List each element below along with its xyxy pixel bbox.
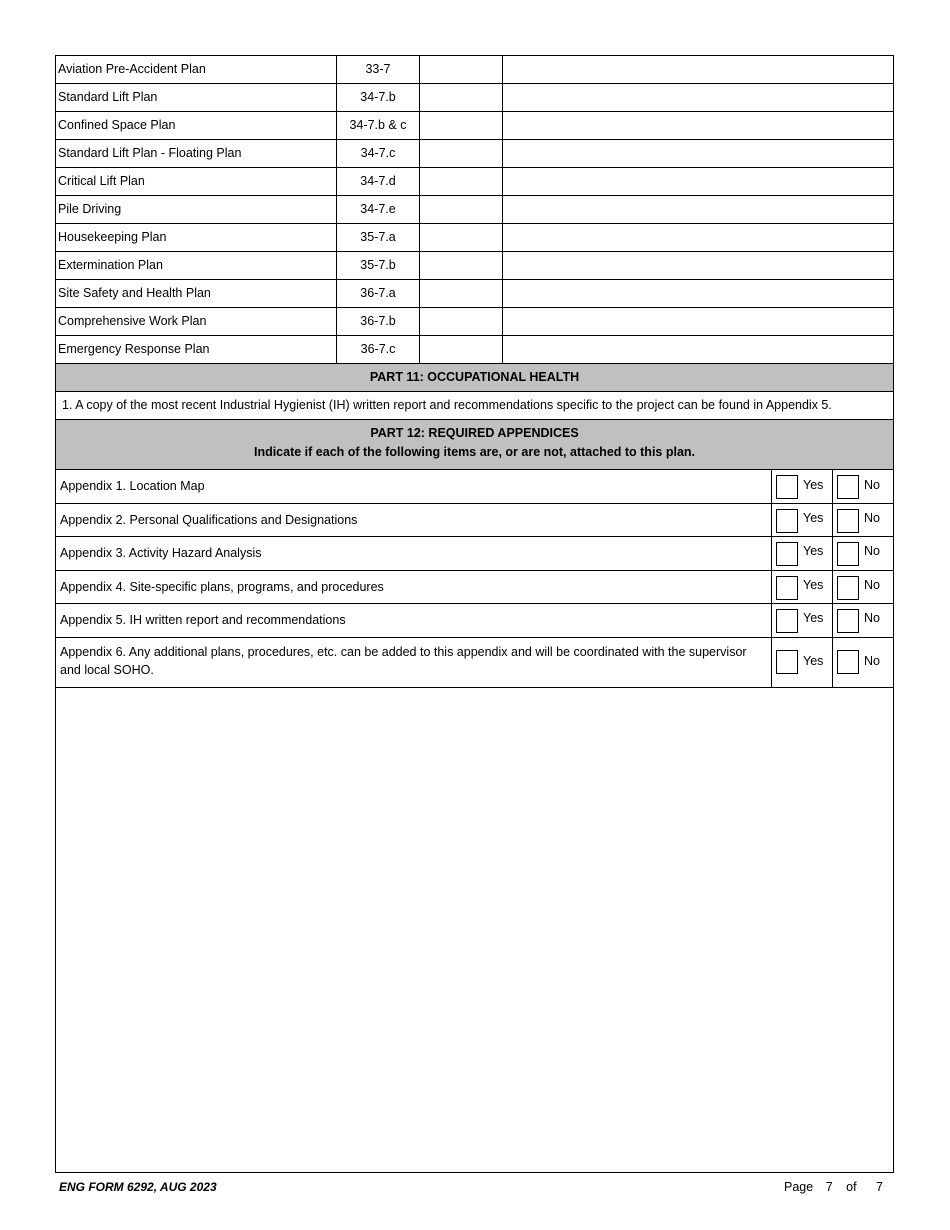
plan-reference: 34-7.b & c — [349, 118, 407, 132]
yes-label: Yes — [803, 611, 824, 625]
blank-area — [56, 688, 893, 1172]
appendix-row-6 — [56, 638, 893, 688]
no-checkbox[interactable] — [837, 576, 859, 600]
part11-title: PART 11: OCCUPATIONAL HEALTH — [369, 370, 580, 384]
form-identifier: ENG FORM 6292, AUG 2023 — [59, 1180, 217, 1194]
plan-reference: 36-7.b — [360, 314, 396, 328]
yes-label: Yes — [803, 544, 824, 558]
column-divider — [771, 571, 772, 603]
plan-name: Standard Lift Plan - Floating Plan — [58, 146, 242, 160]
no-label: No — [864, 544, 880, 558]
form-frame — [55, 55, 894, 1173]
appendix-row-3 — [56, 537, 893, 571]
column-divider — [771, 638, 772, 687]
part11-header — [56, 364, 893, 392]
appendix-row-5 — [56, 604, 893, 638]
appendix-row-4 — [56, 571, 893, 604]
no-label: No — [864, 511, 880, 525]
no-label: No — [864, 611, 880, 625]
yes-checkbox[interactable] — [776, 542, 798, 566]
no-checkbox[interactable] — [837, 650, 859, 674]
column-divider — [336, 56, 337, 364]
column-divider — [502, 56, 503, 364]
column-divider — [832, 537, 833, 570]
plan-name: Extermination Plan — [58, 258, 163, 272]
table-row — [56, 196, 893, 224]
table-row — [56, 56, 893, 84]
plan-reference: 36-7.c — [360, 342, 396, 356]
part11-row — [56, 392, 893, 420]
page-number: 7 — [825, 1180, 833, 1194]
plan-reference: 35-7.b — [360, 258, 396, 272]
yes-checkbox[interactable] — [776, 475, 798, 499]
appendix-label: Appendix 3. Activity Hazard Analysis — [60, 546, 262, 560]
table-row — [56, 252, 893, 280]
column-divider — [832, 470, 833, 503]
no-checkbox[interactable] — [837, 509, 859, 533]
page-total: 7 — [876, 1180, 883, 1194]
table-row — [56, 336, 893, 364]
column-divider — [771, 470, 772, 503]
table-row — [56, 84, 893, 112]
no-label: No — [864, 578, 880, 592]
appendix-label: Appendix 6. Any additional plans, procedures, etc. can be added to this appendix and will be coordinated with the supervisor and local SOHO. — [60, 645, 747, 677]
table-row — [56, 168, 893, 196]
plan-reference: 34-7.c — [360, 146, 396, 160]
yes-checkbox[interactable] — [776, 509, 798, 533]
no-checkbox[interactable] — [837, 609, 859, 633]
plan-name: Emergency Response Plan — [58, 342, 210, 356]
plan-reference: 35-7.a — [360, 230, 396, 244]
column-divider — [832, 504, 833, 536]
plan-name: Comprehensive Work Plan — [58, 314, 207, 328]
column-divider — [771, 537, 772, 570]
page-word: Page — [784, 1180, 814, 1194]
appendix-label: Appendix 2. Personal Qualifications and Designations — [60, 513, 358, 527]
plan-name: Site Safety and Health Plan — [58, 286, 211, 300]
appendix-row-2 — [56, 504, 893, 537]
plan-reference: 34-7.e — [360, 202, 396, 216]
of-word: of — [846, 1180, 857, 1194]
part12-subtitle: Indicate if each of the following items are, or are not, attached to this plan. — [253, 445, 696, 459]
no-checkbox[interactable] — [837, 475, 859, 499]
column-divider — [832, 571, 833, 603]
appendix-row-1 — [56, 470, 893, 504]
yes-label: Yes — [803, 478, 824, 492]
table-row — [56, 140, 893, 168]
plan-reference: 34-7.d — [360, 174, 396, 188]
no-label: No — [864, 478, 880, 492]
plan-reference: 33-7 — [365, 62, 391, 76]
plan-name: Confined Space Plan — [58, 118, 176, 132]
column-divider — [419, 56, 420, 364]
part11-text: 1. A copy of the most recent Industrial Hygienist (IH) written report and recommendations specific to the project can be found in Appendix 5. — [62, 398, 832, 412]
appendix-label: Appendix 4. Site-specific plans, programs, and procedures — [60, 580, 384, 594]
part12-header — [56, 420, 893, 470]
yes-label: Yes — [803, 654, 824, 668]
no-checkbox[interactable] — [837, 542, 859, 566]
yes-checkbox[interactable] — [776, 576, 798, 600]
column-divider — [832, 638, 833, 687]
yes-label: Yes — [803, 511, 824, 525]
plan-name: Pile Driving — [58, 202, 122, 216]
page-indicator — [784, 1180, 883, 1194]
yes-checkbox[interactable] — [776, 609, 798, 633]
table-row — [56, 308, 893, 336]
yes-label: Yes — [803, 578, 824, 592]
plan-reference: 34-7.b — [360, 90, 396, 104]
column-divider — [832, 604, 833, 637]
table-row — [56, 224, 893, 252]
appendix-label: Appendix 1. Location Map — [60, 479, 205, 493]
plan-name: Critical Lift Plan — [58, 174, 145, 188]
part12-title: PART 12: REQUIRED APPENDICES — [370, 426, 579, 440]
column-divider — [771, 504, 772, 536]
plan-reference: 36-7.a — [360, 286, 396, 300]
yes-checkbox[interactable] — [776, 650, 798, 674]
no-label: No — [864, 654, 880, 668]
plan-name: Housekeeping Plan — [58, 230, 167, 244]
plan-name: Aviation Pre-Accident Plan — [58, 62, 206, 76]
column-divider — [771, 604, 772, 637]
plan-name: Standard Lift Plan — [58, 90, 158, 104]
table-row — [56, 112, 893, 140]
appendix-label: Appendix 5. IH written report and recommendations — [60, 613, 346, 627]
table-row — [56, 280, 893, 308]
